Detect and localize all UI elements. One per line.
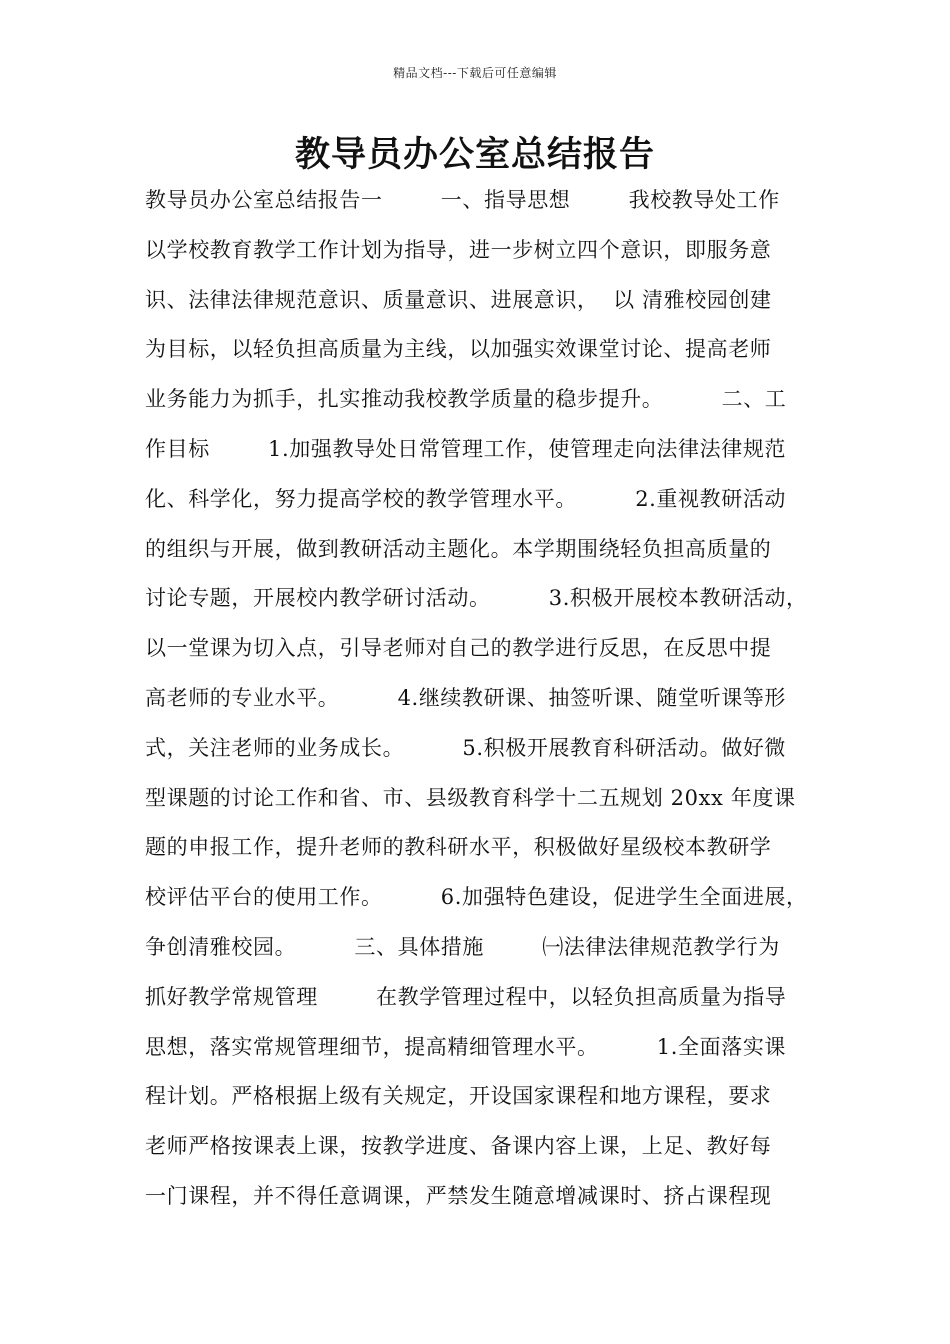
body-text-line: 型课题的讨论工作和省、市、县级教育科学十二五规划 20xx 年度课 bbox=[145, 785, 796, 810]
body-text-line: 为目标，以轻负担高质量为主线，以加强实效课堂讨论、提高老师 bbox=[145, 337, 772, 362]
body-text-line: 一门课程，并不得任意调课，严禁发生随意增减课时、挤占课程现 bbox=[145, 1183, 772, 1208]
body-text-line: 程计划。严格根据上级有关规定，开设国家课程和地方课程，要求 bbox=[145, 1084, 772, 1109]
body-text-line: 老师严格按课表上课，按教学进度、备课内容上课，上足、教好每 bbox=[145, 1134, 772, 1159]
body-text-line: 题的申报工作，提升老师的教科研水平，积极做好星级校本教研学 bbox=[145, 835, 772, 860]
body-text-line: 作目标 1.加强教导处日常管理工作，使管理走向法律法律规范 bbox=[145, 436, 787, 461]
body-text-line: 的组织与开展，做到教研活动主题化。本学期围绕轻负担高质量的 bbox=[145, 536, 772, 561]
body-text-line: 抓好教学常规管理 在教学管理过程中，以轻负担高质量为指导 bbox=[145, 984, 787, 1009]
body-text-line: 高老师的专业水平。 4.继续教研课、抽签听课、随堂听课等形 bbox=[145, 685, 787, 710]
body-text-line: 争创清雅校园。 三、具体措施 ㈠法律法律规范教学行为 bbox=[145, 934, 780, 959]
body-text-line: 化、科学化，努力提高学校的教学管理水平。 2.重视教研活动 bbox=[145, 486, 787, 511]
body-text-line: 以学校教育教学工作计划为指导，进一步树立四个意识，即服务意 bbox=[145, 237, 772, 262]
body-text-line: 以一堂课为切入点，引导老师对自己的教学进行反思，在反思中提 bbox=[145, 636, 772, 661]
document-title: 教导员办公室总结报告 bbox=[294, 134, 655, 175]
body-text-line: 校评估平台的使用工作。 6.加强特色建设，促进学生全面进展， bbox=[145, 885, 808, 910]
body-text-line: 业务能力为抓手，扎实推动我校教学质量的稳步提升。 二、工 bbox=[145, 387, 787, 412]
body-text-line: 识、法律法律规范意识、质量意识、进展意识， 以 清雅校园创建 bbox=[145, 287, 772, 312]
page-header: 精品文档---下载后可任意编辑 bbox=[393, 66, 557, 80]
body-text-line: 教导员办公室总结报告一 一、指导思想 我校教导处工作 bbox=[145, 188, 780, 212]
body-text-line: 讨论专题，开展校内教学研讨活动。 3.积极开展校本教研活动， bbox=[145, 586, 808, 611]
document-body bbox=[145, 180, 825, 1226]
body-text-line: 式，关注老师的业务成长。 5.积极开展教育科研活动。做好微 bbox=[145, 735, 787, 760]
body-text-line: 思想，落实常规管理细节，提高精细管理水平。 1.全面落实课 bbox=[145, 1034, 787, 1059]
